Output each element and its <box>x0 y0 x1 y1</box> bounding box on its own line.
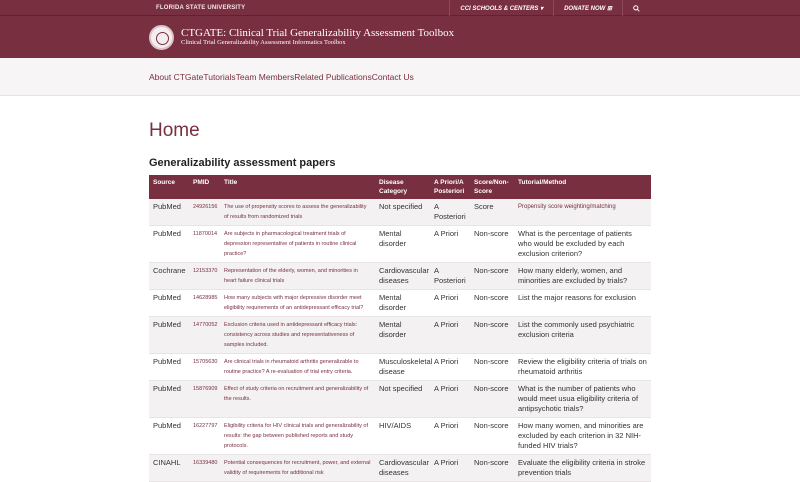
cell-source: Cochrane <box>149 263 189 290</box>
cell-method: How many elderly, women, and minorities are excluded by trials? <box>514 263 651 290</box>
cell-source: PubMed <box>149 290 189 317</box>
cell-score: Non-score <box>470 290 514 317</box>
table-row <box>149 317 651 354</box>
table-row <box>149 199 651 226</box>
nav-team-members[interactable]: Team Members <box>235 71 295 82</box>
top-utility-bar <box>0 0 800 16</box>
cell-score: Non-score <box>470 263 514 290</box>
cell-method: Evaluate the eligibility criteria in stroke prevention trials <box>514 455 651 482</box>
cell-disease: Cardiovascular diseases <box>375 263 430 290</box>
nav-tutorials[interactable]: Tutorials <box>203 71 236 82</box>
table-row <box>149 354 651 381</box>
cell-method: What is the percentage of patients who would be excluded by each exclusion criterion? <box>514 226 651 263</box>
cell-apriori: A Priori <box>430 418 470 455</box>
cell-apriori: A Priori <box>430 317 470 354</box>
nav-related-publications[interactable]: Related Publications <box>294 71 372 82</box>
cell-apriori: A Priori <box>430 290 470 317</box>
cell-disease: Mental disorder <box>375 317 430 354</box>
cell-method: What is the number of patients who would meet usua eligibility criteria of antipsychotic trials? <box>514 381 651 418</box>
section-title: Generalizability assessment papers <box>149 157 336 169</box>
cell-disease: Cardiovascular diseases <box>375 455 430 482</box>
cell-source: CINAHL <box>149 455 189 482</box>
university-link[interactable]: FLORIDA STATE UNIVERSITY <box>156 4 246 11</box>
cell-method: List the commonly used psychiatric exclusion criteria <box>514 317 651 354</box>
header-score: Score/Non-Score <box>470 175 514 199</box>
cell-source: PubMed <box>149 418 189 455</box>
cell-source: PubMed <box>149 199 189 226</box>
nav-contact-us[interactable]: Contact Us <box>371 71 414 82</box>
cell-pmid-link[interactable]: 15876909 <box>189 381 220 418</box>
fsu-seal-logo[interactable] <box>149 25 174 50</box>
main-navigation <box>0 58 800 96</box>
cell-disease: Not specified <box>375 199 430 226</box>
cell-title-link[interactable]: Eligibility criteria for HIV clinical trials and generalizability of results: the gap between published reports and study protocols. <box>220 418 375 455</box>
cell-title-link[interactable]: Are subjects in pharmacological treatment trials of depression representative of patients in routine clinical practice? <box>220 226 375 263</box>
cell-title-link[interactable]: Are clinical trials in rheumatoid arthritis generalizable to routine practice? A re-evaluation of trial entry criteria. <box>220 354 375 381</box>
cell-score: Non-score <box>470 455 514 482</box>
cell-method: List the major reasons for exclusion <box>514 290 651 317</box>
cell-apriori: A Priori <box>430 226 470 263</box>
cell-pmid-link[interactable]: 12153370 <box>189 263 220 290</box>
table-row <box>149 226 651 263</box>
cell-source: PubMed <box>149 381 189 418</box>
table-header-row <box>149 175 651 199</box>
cell-disease: Mental disorder <box>375 226 430 263</box>
header-method: Tutorial/Method <box>514 175 651 199</box>
cell-title-link[interactable]: Representation of the elderly, women, and minorities in heart failure clinical trials <box>220 263 375 290</box>
cell-title-link[interactable]: The use of propensity scores to assess the generalizability of results from randomized trials <box>220 199 375 226</box>
table-row <box>149 381 651 418</box>
table-row <box>149 263 651 290</box>
cell-pmid-link[interactable]: 16339480 <box>189 455 220 482</box>
cell-score: Non-score <box>470 354 514 381</box>
cell-pmid-link[interactable]: 14770052 <box>189 317 220 354</box>
cell-score: Score <box>470 199 514 226</box>
cell-source: PubMed <box>149 354 189 381</box>
donate-now-link[interactable]: DONATE NOW ⊞ <box>553 0 622 16</box>
cell-disease: Mental disorder <box>375 290 430 317</box>
header-source: Source <box>149 175 189 199</box>
cell-pmid-link[interactable]: 15705630 <box>189 354 220 381</box>
header-title: Title <box>220 175 375 199</box>
cell-title-link[interactable]: Effect of study criteria on recruitment and generalizability of the results. <box>220 381 375 418</box>
schools-centers-dropdown[interactable]: CCI SCHOOLS & CENTERS ▾ <box>449 0 553 16</box>
cell-method: How many women, and minorities are excluded by each criterion in 32 NIH-funded HIV trials? <box>514 418 651 455</box>
page-title: Home <box>149 120 200 141</box>
papers-table <box>149 175 651 482</box>
table-row <box>149 418 651 455</box>
cell-score: Non-score <box>470 418 514 455</box>
cell-pmid-link[interactable]: 11870014 <box>189 226 220 263</box>
site-banner <box>0 16 800 58</box>
cell-title-link[interactable]: Potential consequences for recruitment, power, and external validity of requirements for additional risk <box>220 455 375 482</box>
table-row <box>149 290 651 317</box>
cell-title-link[interactable]: Exclusion criteria used in antidepressant efficacy trials: consistency across studies and representativeness of samples included. <box>220 317 375 354</box>
cell-apriori: A Posteriori <box>430 263 470 290</box>
nav-about-ctgate[interactable]: About CTGate <box>149 71 204 82</box>
cell-pmid-link[interactable]: 24926156 <box>189 199 220 226</box>
cell-pmid-link[interactable]: 14628985 <box>189 290 220 317</box>
site-subtitle: Clinical Trial Generalizability Assessment Informatics Toolbox <box>181 39 346 46</box>
cell-source: PubMed <box>149 226 189 263</box>
cell-apriori: A Priori <box>430 381 470 418</box>
cell-title-link[interactable]: How many subjects with major depressive disorder meet eligibility requirements of an antidepressant efficacy trial? <box>220 290 375 317</box>
cell-apriori: A Posteriori <box>430 199 470 226</box>
cell-disease: Not specified <box>375 381 430 418</box>
site-title-block <box>181 27 454 47</box>
cell-apriori: A Priori <box>430 455 470 482</box>
cell-score: Non-score <box>470 317 514 354</box>
cell-disease: HIV/AIDS <box>375 418 430 455</box>
utility-links <box>449 0 650 16</box>
cell-score: Non-score <box>470 226 514 263</box>
table-row <box>149 455 651 482</box>
cell-apriori: A Priori <box>430 354 470 381</box>
cell-score: Non-score <box>470 381 514 418</box>
header-pmid: PMID <box>189 175 220 199</box>
header-apriori: A Priori/A Posteriori <box>430 175 470 199</box>
cell-disease: Musculoskeletal disease <box>375 354 430 381</box>
cell-method: Review the eligibility criteria of trials on rheumatoid arthritis <box>514 354 651 381</box>
main-content <box>0 119 800 482</box>
header-disease-category: Disease Category <box>375 175 430 199</box>
search-icon[interactable] <box>622 0 650 16</box>
site-title[interactable]: CTGATE: Clinical Trial Generalizability Assessment Toolbox <box>181 27 455 39</box>
cell-method-link[interactable]: Propensity score weighting/matching <box>514 199 651 226</box>
cell-source: PubMed <box>149 317 189 354</box>
cell-pmid-link[interactable]: 16227797 <box>189 418 220 455</box>
